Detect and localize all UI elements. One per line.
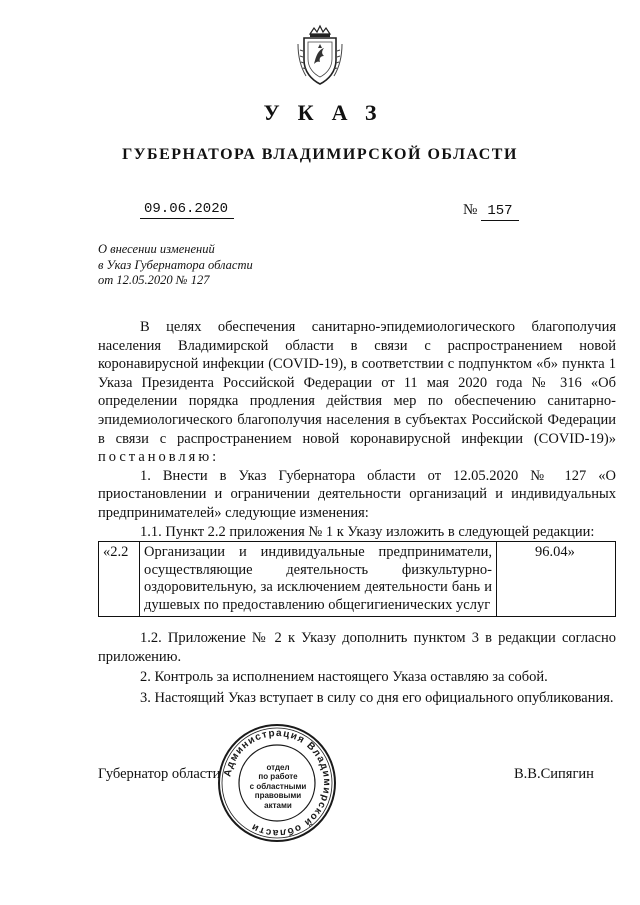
stamp-line: актами: [264, 800, 292, 810]
item-1-1-paragraph: 1.1. Пункт 2.2 приложения № 1 к Указу изложить в следующей редакции:: [140, 523, 595, 540]
number-value: 157: [481, 203, 518, 221]
stamp-center-text: [249, 763, 307, 810]
document-topic: [98, 242, 253, 289]
preamble-text: В целях обеспечения санитарно-эпидемиологического благополучия населения Владимирской области в связи с распространением новой коронавирусной инфекции (COVID-19), в соответствии с подпунктом «б» пункта 1 Указа Президента Российской Федерации от 11 мая 2020 года № 316 «Об определении порядка продления действия мер по обеспечению санитарно-эпидемиологического благополучия населения в субъектах Российской Федерации в связи с распространением новой коронавирусной инфекции (COVID-19)»: [98, 319, 616, 447]
topic-line: от 12.05.2020 № 127: [98, 273, 210, 287]
number-label: №: [463, 202, 478, 218]
item-1-paragraph: 1. Внести в Указ Губернатора области от 12.05.2020 № 127 «О приостановлении и ограничении деятельности организаций и индивидуальных предпринимателей» следующие изменения:: [98, 467, 616, 521]
stamp-line: с областными: [249, 781, 307, 791]
stamp-line: правовыми: [254, 791, 302, 801]
document-title: УКАЗ: [263, 100, 395, 125]
decree-word: постановляю:: [98, 449, 220, 466]
topic-line: в Указ Губернатора области: [98, 257, 253, 272]
coat-of-arms-icon: [296, 24, 344, 86]
preamble-paragraph: [98, 318, 616, 467]
signature-name: В.В.Сипягин: [514, 766, 594, 782]
signature-position: Губернатор области: [98, 766, 221, 782]
table-cell-description: Организации и индивидуальные предприниматели, осуществляющие деятельность физкультурно-оздоровительную, за исключением деятельности бань и душевых по предоставлению общегигиенических услуг: [140, 542, 497, 617]
document-body-top: [98, 318, 616, 541]
stamp-line: отдел: [266, 763, 290, 772]
document-body-bottom: [98, 629, 616, 707]
item-1-2-paragraph: 1.2. Приложение № 2 к Указу дополнить пунктом 3 в редакции согласно приложению.: [98, 630, 616, 665]
table-cell-number: «2.2: [99, 542, 140, 617]
item-2-paragraph: 2. Контроль за исполнением настоящего Указа оставляю за собой.: [140, 669, 548, 686]
document-date: 09.06.2020: [140, 201, 234, 219]
amendment-table: [98, 541, 616, 617]
table-row: [99, 542, 616, 617]
stamp-line: по работе: [258, 772, 298, 782]
document-subtitle: ГУБЕРНАТОРА ВЛАДИМИРСКОЙ ОБЛАСТИ: [122, 146, 518, 163]
item-3-paragraph: 3. Настоящий Указ вступает в силу со дня его официального опубликования.: [140, 689, 614, 706]
stamp-ring-text: Администрация Владимирской области: [222, 727, 333, 839]
table-cell-code: 96.04»: [497, 542, 616, 617]
document-number: [463, 202, 519, 219]
topic-line: О внесении изменений: [98, 242, 215, 256]
